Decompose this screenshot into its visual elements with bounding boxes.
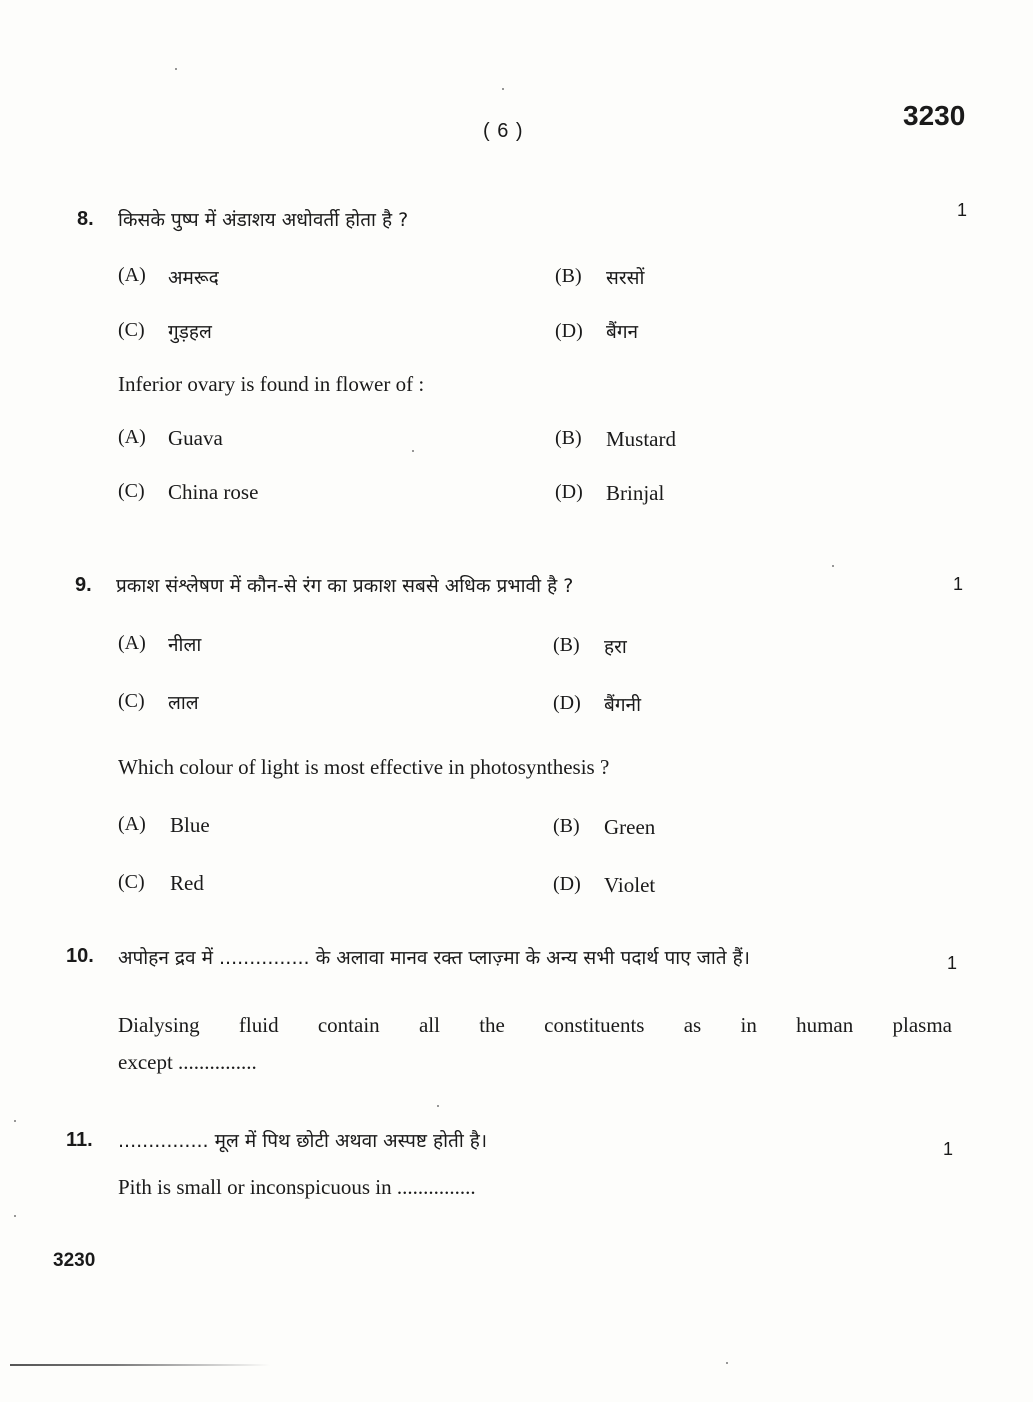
option-label: (C) (118, 871, 145, 893)
question-number: 9. (75, 574, 92, 596)
option-label: (A) (118, 264, 146, 286)
question-text-hindi: प्रकाश संश्लेषण में कौन-से रंग का प्रकाश सबसे अधिक प्रभावी है ? (116, 575, 574, 597)
question-marks: 1 (953, 574, 964, 594)
scan-speck (412, 450, 414, 452)
question-text-english-line2: except ............... (118, 1050, 257, 1074)
scan-speck (14, 1120, 16, 1122)
option-text-english: Violet (604, 873, 656, 897)
option-label: (A) (118, 632, 146, 654)
option-text-english: Guava (168, 426, 223, 450)
option-label: (A) (118, 813, 146, 835)
option-label: (B) (553, 815, 580, 837)
option-label: (C) (118, 480, 145, 502)
question-text-english: Which colour of light is most effective in photosynthesis ? (118, 755, 610, 779)
option-text-english: Blue (170, 813, 210, 837)
page-number: ( 6 ) (483, 120, 524, 142)
option-label: (B) (555, 427, 582, 449)
option-text-hindi: अमरूद (168, 267, 219, 289)
scan-speck (14, 1215, 16, 1217)
option-text-hindi: सरसों (606, 267, 645, 289)
question-marks: 1 (957, 200, 968, 220)
option-label: (D) (553, 873, 581, 895)
question-text-hindi: अपोहन द्रव में ............... के अलावा मानव रक्त प्लाज़्मा के अन्य सभी पदार्थ पाए जाते हैं। (118, 947, 750, 969)
scan-speck (502, 88, 504, 90)
scan-speck (726, 1362, 728, 1364)
question-text-hindi: किसके पुष्प में अंडाशय अधोवर्ती होता है ? (118, 209, 409, 231)
scan-speck (175, 68, 177, 70)
question-marks: 1 (943, 1139, 954, 1159)
question-text-english: Inferior ovary is found in flower of : (118, 372, 425, 396)
paper-code-top: 3230 (903, 100, 966, 131)
option-text-english: Brinjal (606, 481, 665, 505)
question-text-english-line1: Dialysing fluid contain all the constituents as in human plasma (118, 1013, 952, 1037)
option-text-hindi: बैंगन (606, 321, 639, 343)
scan-speck (437, 1105, 439, 1107)
option-label: (A) (118, 426, 146, 448)
option-text-hindi: नीला (168, 634, 202, 656)
option-label: (C) (118, 319, 145, 341)
option-text-english: China rose (168, 480, 259, 504)
option-text-hindi: बैंगनी (604, 694, 642, 716)
option-text-hindi: हरा (604, 636, 627, 658)
scan-artifact-line (10, 1364, 270, 1366)
question-number: 8. (77, 208, 94, 230)
scan-speck (832, 565, 834, 567)
option-label: (C) (118, 690, 145, 712)
paper-code-bottom: 3230 (53, 1250, 96, 1271)
option-text-english: Mustard (606, 427, 676, 451)
option-label: (D) (555, 320, 583, 342)
question-text-hindi: ............... मूल में पिथ छोटी अथवा अस्पष्ट होती है। (118, 1130, 488, 1152)
option-text-hindi: लाल (168, 692, 199, 714)
question-number: 10. (66, 945, 94, 967)
option-text-english: Red (170, 871, 204, 895)
option-label: (B) (555, 265, 582, 287)
option-label: (D) (555, 481, 583, 503)
question-marks: 1 (947, 953, 958, 973)
option-label: (B) (553, 634, 580, 656)
option-label: (D) (553, 692, 581, 714)
option-text-hindi: गुड़हल (168, 321, 212, 343)
question-number: 11. (66, 1129, 93, 1151)
option-text-english: Green (604, 815, 656, 839)
question-text-english: Pith is small or inconspicuous in ............... (118, 1175, 476, 1199)
